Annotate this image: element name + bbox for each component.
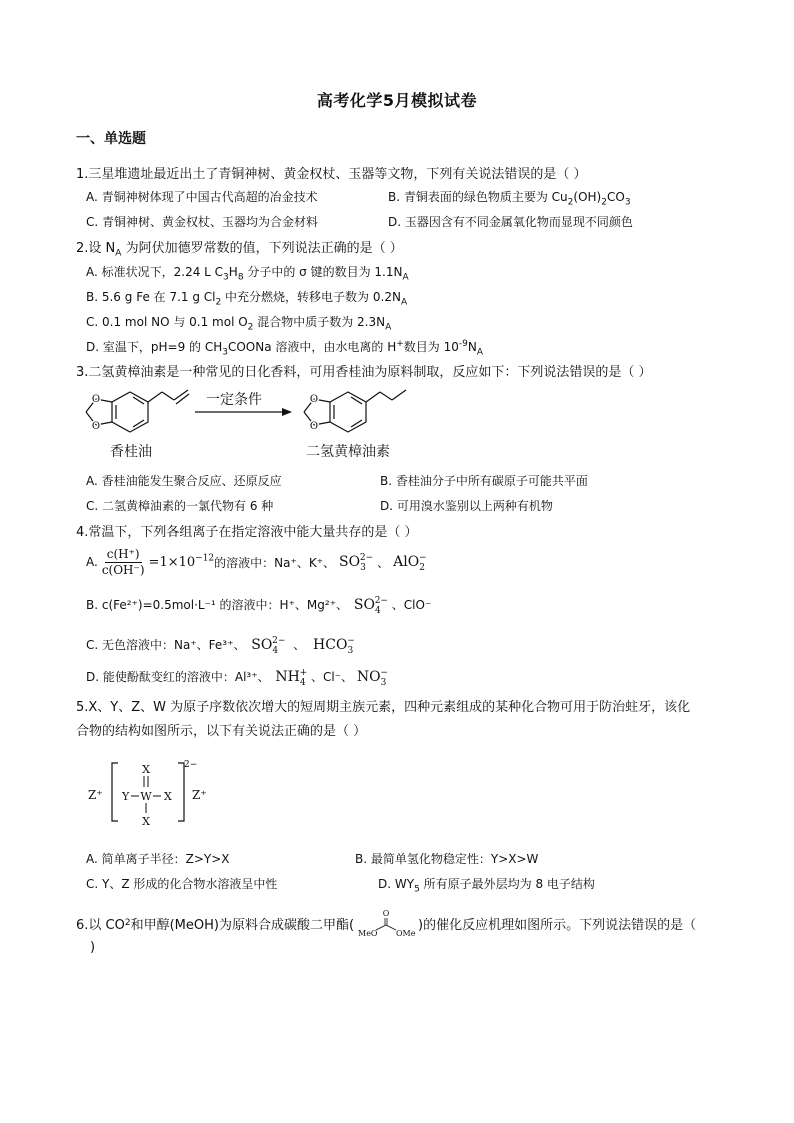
page-title: 高考化学5月模拟试卷 xyxy=(316,91,478,110)
q2-option-a: A. 标准状况下，2.24 L $C_3H_8$ 分子中的 σ 键的数目为 $1.1N_A$ xyxy=(86,265,409,283)
svg-text:MeO: MeO xyxy=(358,929,378,938)
q1-stem: 1.三星堆遗址最近出土了青铜神树、黄金权杖、玉器等文物，下列有关说法错误的是（ ） xyxy=(76,167,587,182)
struct-x-bottom: X xyxy=(142,815,150,828)
svg-text:O: O xyxy=(382,909,390,918)
reactant-label: 香桂油 xyxy=(110,444,152,460)
q5-option-d: D. $WY_5$ 所有原子最外层均为 8 电子结构 xyxy=(378,877,595,895)
struct-charge: 2− xyxy=(184,760,198,770)
q4-option-c: C. 无色溶液中：Na⁺、Fe³⁺、 $SO_4^{2-}$ 、 $HCO_3^-$ xyxy=(86,636,355,656)
q3-option-a: A. 香桂油能发生聚合反应、还原反应 xyxy=(86,474,282,488)
q1-option-a: A. 青铜神树体现了中国古代高超的冶金技术 xyxy=(86,190,318,204)
q4-stem: 4.常温下，下列各组离子在指定溶液中能大量共存的是（ ） xyxy=(76,525,418,540)
product-o1: O xyxy=(309,394,319,405)
product-o2: O xyxy=(309,421,319,432)
q2-option-d: D. 室温下，pH=9 的 $CH_3COONa$ 溶液中，由水电离的 H+数目为 $10^{-9}N_A$ xyxy=(86,339,484,358)
q1-option-c: C. 青铜神树、黄金权杖、玉器均为合金材料 xyxy=(86,215,319,229)
q4-option-d: D. 能使酚酞变红的溶液中：Al³⁺、 $NH_4^+$ 、Cl⁻、 $NO_3^-$ xyxy=(86,668,388,688)
q2-option-c: C. 0.1 mol NO 与 0.1 mol $O_2$ 混合物中质子数为 $2.3N_A$ xyxy=(86,315,392,333)
reactant-structure xyxy=(86,390,189,432)
q4-option-b: B. c(Fe²⁺)=0.5mol·L⁻¹ 的溶液中：H⁺、Mg²⁺、 $SO_4^{2-}$ 、ClO⁻ xyxy=(86,596,432,616)
product-label: 二氢黄樟油素 xyxy=(306,444,390,460)
svg-text:OMe: OMe xyxy=(396,929,416,938)
q1-option-d: D. 玉器因含有不同金属氧化物而显现不同颜色 xyxy=(388,215,633,229)
q5-option-b: B. 最简单氢化物稳定性：Y>X>W xyxy=(355,852,539,866)
struct-z-left: Z⁺ xyxy=(88,788,103,802)
q2-stem: 2.设 $N_A$ 为阿伏加德罗常数的值，下列说法正确的是（ ） xyxy=(76,241,403,259)
q5-option-c: C. Y、Z 形成的化合物水溶液呈中性 xyxy=(86,877,278,891)
struct-x-right: X xyxy=(164,790,172,803)
struct-x-top: X xyxy=(142,763,150,776)
q3-reaction-scheme xyxy=(70,382,430,464)
struct-w: W xyxy=(140,790,152,803)
product-structure xyxy=(304,390,406,432)
reaction-arrowhead xyxy=(282,408,292,416)
q5-stem-line2: 合物的结构如图所示，以下有关说法正确的是（ ） xyxy=(76,724,367,739)
q5-option-a: A. 简单离子半径：Z>Y>X xyxy=(86,852,230,866)
reactant-o1: O xyxy=(91,394,101,405)
q6-stem: 6.以 CO 2 和甲醇(MeOH)为原料合成碳酸二甲酯( O MeO OMe )的催化反应机理如图所示。下列说法错误的是（ xyxy=(76,909,697,938)
q4-option-a: A. $\frac{c(H^+)}{c(OH^-)}$ $=1\times 10^{-12}$ 的溶液中：Na⁺、K⁺、 $SO_3^{2-}$ 、 AlO$_2$− xyxy=(86,546,427,577)
dimethyl-carbonate-structure xyxy=(356,908,416,938)
q3-option-d: D. 可用溴水鉴别以上两种有机物 xyxy=(380,499,553,513)
q5-stem-line1: 5.X、Y、Z、W 为原子序数依次增大的短周期主族元素，四种元素组成的某种化合物可用于防治蛀牙，该化 xyxy=(76,700,691,715)
reaction-condition: 一定条件 xyxy=(206,392,262,408)
struct-y: Y xyxy=(122,790,130,803)
q3-option-b: B. 香桂油分子中所有碳原子可能共平面 xyxy=(380,474,588,488)
q4-a-fraction: $\frac{c(H^+)}{c(OH^-)}$ xyxy=(101,546,145,577)
q3-option-c: C. 二氢黄樟油素的一氯代物有 6 种 xyxy=(86,499,274,513)
reactant-o2: O xyxy=(91,421,101,432)
q3-stem: 3.二氢黄樟油素是一种常见的日化香料，可用香桂油为原料制取，反应如下：下列说法错误的是（ ） xyxy=(76,365,652,380)
q2-option-b: B. 5.6 g Fe 在 7.1 g $Cl_2$ 中充分燃烧，转移电子数为 $0.2N_A$ xyxy=(86,290,408,308)
q5-structure-diagram xyxy=(80,755,220,830)
q1-option-b: B. 青铜表面的绿色物质主要为 $Cu_2(OH)_2CO_3$ xyxy=(388,190,631,208)
struct-z-right: Z⁺ xyxy=(192,788,207,802)
q6-stem-line2: ) xyxy=(90,940,96,955)
section-heading: 一、单选题 xyxy=(76,131,146,147)
